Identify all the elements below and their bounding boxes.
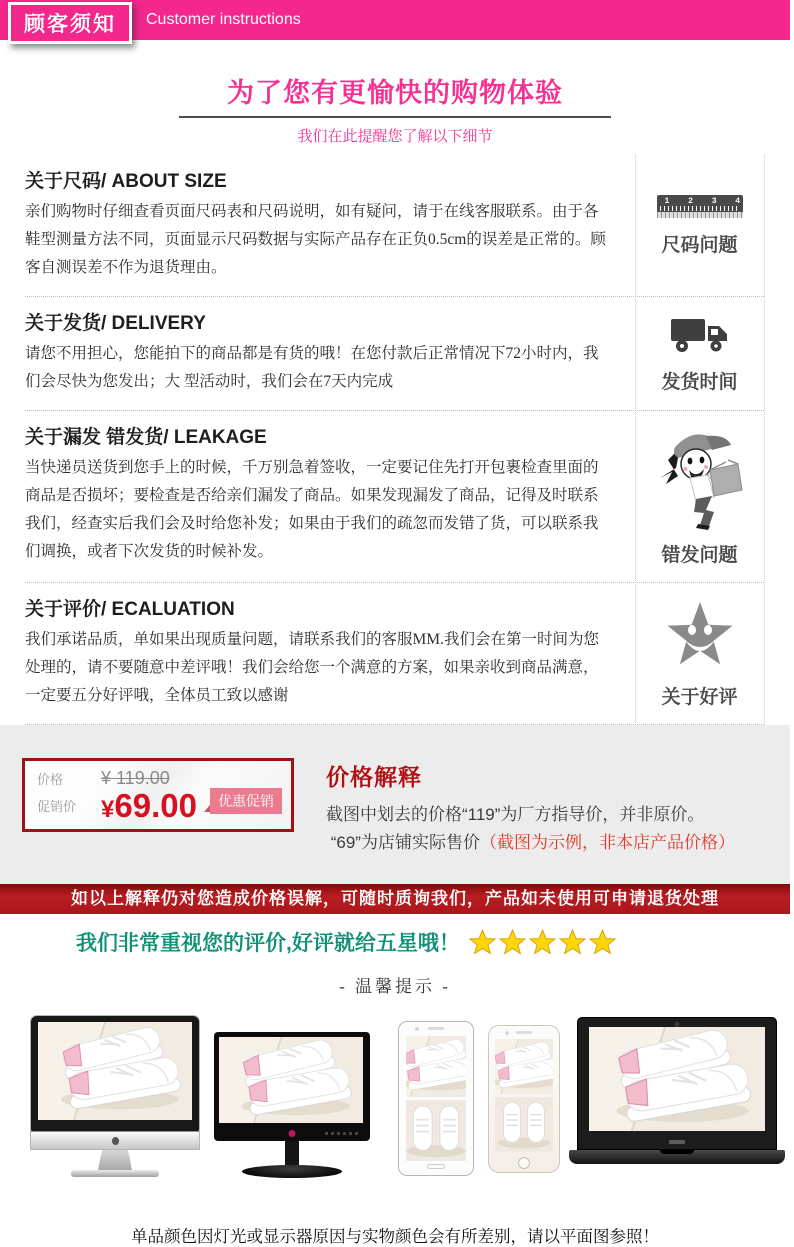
rating-text: 我们非常重视您的评价,好评就给五星哦！ bbox=[76, 927, 460, 957]
section-side-label: 发货时间 bbox=[661, 367, 737, 394]
price-explanation-title: 价格解释 bbox=[326, 759, 735, 792]
phone-camera-icon bbox=[415, 1027, 419, 1031]
imac-display bbox=[30, 1015, 200, 1177]
apple-logo-icon bbox=[112, 1137, 119, 1145]
refund-banner: 如以上解释仍对您造成价格误解，可随时质询我们，产品如未使用可申请退货处理 bbox=[0, 884, 790, 914]
android-phone bbox=[398, 1021, 474, 1176]
shoes-photo bbox=[495, 1097, 553, 1152]
price-box bbox=[22, 758, 294, 832]
price-explanation-line1: 截图中划去的价格“119”为厂方指导价，并非原价。 bbox=[326, 801, 735, 829]
intro-block bbox=[0, 40, 790, 146]
section-side-label: 尺码问题 bbox=[661, 230, 737, 257]
section-heading: 关于评价/ ECALUATION bbox=[25, 594, 609, 621]
promo-price-label: 促销价 bbox=[37, 796, 101, 815]
price-section bbox=[0, 725, 790, 884]
monitor-logo-icon bbox=[289, 1130, 296, 1137]
section-heading: 关于尺码/ ABOUT SIZE bbox=[25, 166, 609, 193]
ruler-numbers: 1 2 3 4 5 6 bbox=[665, 197, 794, 206]
ruler-icon bbox=[657, 195, 743, 218]
star-icon bbox=[499, 929, 526, 955]
courier-icon bbox=[654, 426, 746, 528]
phone-home-button bbox=[518, 1157, 530, 1169]
section-heading: 关于漏发 错发货/ LEAKAGE bbox=[25, 422, 609, 449]
promo-price: ¥69.00 bbox=[101, 789, 281, 822]
section-heading: 关于发货/ DELIVERY bbox=[25, 308, 609, 335]
shoes-photo bbox=[406, 1100, 466, 1161]
page-title: 为了您有更愉快的购物体验 bbox=[0, 71, 790, 110]
header-subtitle-en: Customer instructions bbox=[146, 0, 301, 40]
shoes-photo bbox=[589, 1027, 765, 1131]
header-badge: 顾客须知 bbox=[8, 2, 132, 44]
desktop-monitor bbox=[214, 1032, 370, 1178]
device-display-row bbox=[0, 1008, 790, 1198]
shoes-photo bbox=[38, 1022, 192, 1120]
section-leakage bbox=[25, 411, 764, 583]
section-side-label: 关于好评 bbox=[661, 682, 737, 709]
iphone bbox=[488, 1025, 560, 1173]
star-icon bbox=[559, 929, 586, 955]
section-delivery bbox=[25, 297, 764, 411]
laptop-logo-icon bbox=[669, 1140, 685, 1144]
color-disclaimer: 单品颜色因灯光或显示器原因与实物颜色会有所差别，请以平面图参照！ bbox=[0, 1223, 790, 1247]
page-subtitle: 我们在此提醒您了解以下细节 bbox=[0, 125, 790, 146]
star-icon bbox=[529, 929, 556, 955]
section-evaluation bbox=[25, 583, 764, 725]
warm-tip: - 温馨提示 - bbox=[0, 972, 790, 997]
section-size bbox=[25, 155, 764, 297]
laptop-camera-icon bbox=[675, 1022, 680, 1027]
shoes-photo bbox=[406, 1036, 466, 1097]
truck-icon bbox=[669, 313, 731, 355]
price-explanation bbox=[326, 758, 735, 857]
shoes-photo bbox=[219, 1037, 363, 1123]
monitor-buttons bbox=[325, 1132, 361, 1135]
smiley-star-icon bbox=[662, 598, 738, 670]
star-icon bbox=[589, 929, 616, 955]
header-bar bbox=[0, 0, 790, 40]
section-body: 亲们购物时仔细查看页面尺码表和尺码说明，如有疑问，请于在线客服联系。由于各鞋型测量方法不同，页面显示尺码数据与实际产品存在正负0.5cm的误差是正常的。顾客自测误差不作为退货理由。 bbox=[25, 198, 609, 282]
original-price: ¥ 119.00 bbox=[101, 768, 281, 789]
price-label: 价格 bbox=[37, 769, 101, 788]
title-underline bbox=[179, 116, 611, 118]
phone-speaker bbox=[516, 1031, 532, 1034]
instruction-rows bbox=[25, 155, 765, 725]
shoes-photo bbox=[495, 1039, 553, 1094]
phone-speaker bbox=[428, 1027, 444, 1030]
phone-home-button bbox=[427, 1164, 445, 1169]
star-icon bbox=[469, 929, 496, 955]
promo-badge: 优惠促销 bbox=[210, 788, 282, 814]
phone-camera-icon bbox=[505, 1031, 509, 1035]
section-body: 请您不用担心，您能拍下的商品都是有货的哦！在您付款后正常情况下72小时内，我们会尽快为您发出；大 型活动时，我们会在7天内完成 bbox=[25, 340, 609, 396]
laptop bbox=[577, 1017, 777, 1164]
section-body: 我们承诺品质，单如果出现质量问题，请联系我们的客服MM.我们会在第一时间为您处理的，请不要随意中差评哦！我们会给您一个满意的方案，如果亲收到商品满意，一定要五分好评哦，全体员工致以感谢 bbox=[25, 626, 609, 710]
rating-line bbox=[0, 914, 790, 957]
price-explanation-line2: “69”为店铺实际售价（截图为示例，非本店产品价格） bbox=[326, 829, 735, 857]
section-side-label: 错发问题 bbox=[661, 540, 737, 567]
section-body: 当快递员送货到您手上的时候，千万别急着签收，一定要记住先打开包裹检查里面的商品是否损坏；要检查是否给亲们漏发了商品。如果发现漏发了商品，记得及时联系我们，经查实后我们会及时给您补发；如果由于我们的疏忽而发错了货，可以联系我们调换，或者下次发货的时候补发。 bbox=[25, 454, 609, 566]
